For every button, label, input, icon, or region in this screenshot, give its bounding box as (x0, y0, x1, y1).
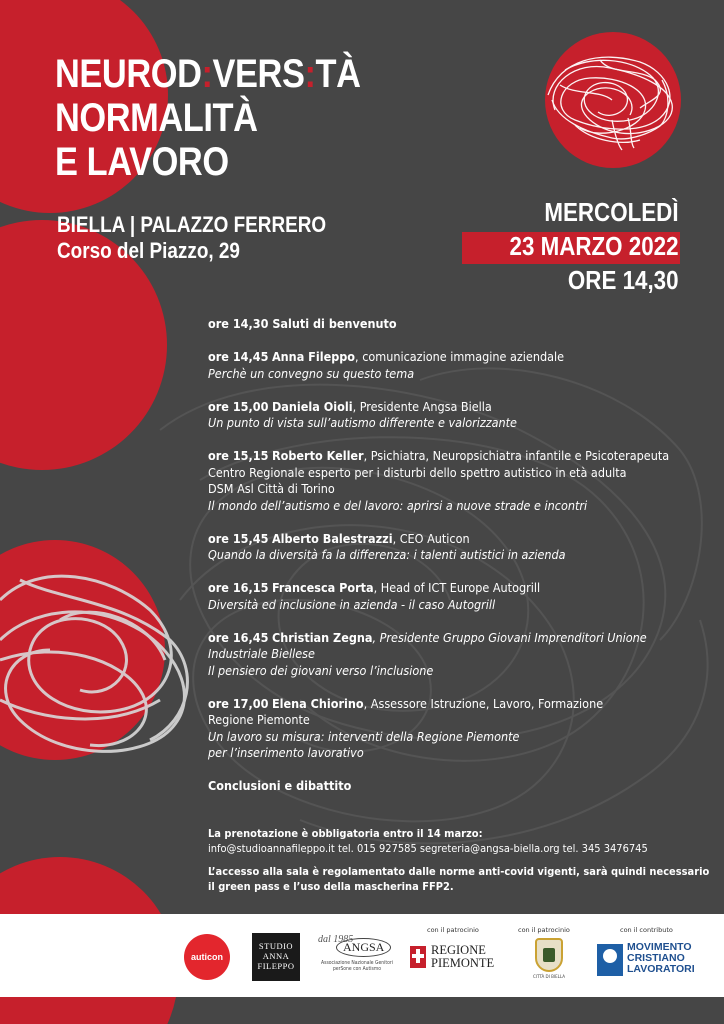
item-speaker: Christian Zegna (271, 629, 373, 645)
title-line-2: NORMALITÀ (55, 96, 258, 140)
event-title (55, 52, 410, 184)
regione-text: PIEMONTE (431, 956, 495, 970)
item-time: ore 15,00 (208, 398, 269, 414)
venue (57, 212, 370, 264)
item-time: ore 17,00 (208, 695, 269, 711)
item-talk: Un lavoro su misura: interventi della Regione Piemonte (208, 728, 520, 744)
program (208, 316, 688, 811)
item-time: ore 14,45 (208, 349, 269, 364)
booking-info (208, 826, 710, 894)
item-talk: Diversità ed inclusione in azienda - il caso Autogrill (208, 596, 496, 612)
piemonte-shield-icon (410, 946, 426, 968)
program-item (208, 580, 688, 613)
biella-crest-icon (535, 938, 563, 972)
program-item (208, 448, 688, 514)
caption-patrocinio-biella: con il patrocinio (518, 926, 570, 934)
item-talk: Il pensiero dei giovani verso l’inclusione (208, 662, 434, 678)
mcl-text: LAVORATORI (627, 963, 695, 975)
item-speaker: Francesca Porta (271, 580, 374, 595)
covid-notice-line-1: L’accesso alla sala è regolamentato dalle norme anti-covid vigenti, sarà quindi necessario (208, 865, 710, 878)
program-item (208, 630, 688, 680)
venue-address: Corso del Piazzo, 29 (57, 238, 240, 263)
item-role: , Psichiatra, Neuropsichiatra infantile e Psicoterapeuta (363, 448, 670, 463)
angsa-script: dal 1985 (318, 934, 354, 945)
studio-logo-line: STUDIO (258, 941, 294, 951)
title-line-3: E LAVORO (55, 140, 229, 184)
auticon-logo (184, 934, 230, 980)
angsa-logo-text: ANGSA (336, 938, 391, 957)
angsa-description: Associazione Nazionale Genitori perSone con Autismo (321, 960, 393, 972)
booking-notice: La prenotazione è obbligatoria entro il 14 marzo: (208, 827, 483, 840)
event-date (482, 195, 679, 297)
item-role: , Assessore Istruzione, Lavoro, Formazione (363, 695, 604, 711)
date-time: ORE 14,30 (568, 265, 679, 295)
date-day: 23 MARZO 2022 (509, 231, 679, 261)
program-item (208, 531, 688, 564)
program-item (208, 696, 688, 762)
item-talk: Un punto di vista sull’autismo differente e valorizzante (208, 415, 517, 430)
mcl-text: MOVIMENTO (627, 941, 692, 953)
mcl-emblem-icon (597, 944, 623, 976)
item-role: , Head of ICT Europe Autogrill (373, 580, 541, 595)
contact-line[interactable]: info@studioannafileppo.it tel. 015 927585 segreteria@angsa-biella.org tel. 345 3476745 (208, 842, 648, 855)
item-time: ore 16,45 (208, 629, 269, 645)
item-title: Saluti di benvenuto (272, 316, 397, 331)
program-item (208, 399, 688, 432)
title-line-1: NEUROD:VERS:TÀ (55, 52, 361, 96)
item-role: , CEO Auticon (392, 530, 470, 546)
covid-notice-line-2: il green pass e l’uso della mascherina FFP2. (208, 880, 454, 893)
item-speaker: Roberto Keller (271, 448, 364, 463)
item-speaker: Alberto Balestrazzi (271, 530, 393, 546)
program-item (208, 349, 688, 382)
item-title: Conclusioni e dibattito (208, 778, 352, 793)
item-role: Regione Piemonte (208, 712, 310, 727)
date-weekday: MERCOLEDÌ (544, 197, 679, 227)
item-talk: Perchè un convegno su questo tema (208, 365, 415, 381)
program-item (208, 778, 688, 795)
sponsor-bar (0, 914, 724, 997)
item-speaker: Anna Fileppo (271, 349, 356, 364)
venue-city: BIELLA | PALAZZO FERRERO (57, 212, 327, 237)
item-speaker: Elena Chiorino (271, 695, 364, 711)
studio-logo-line: ANNA (262, 951, 290, 961)
item-role: Industriale Biellese (208, 646, 315, 661)
caption-patrocinio-regione: con il patrocinio (427, 926, 479, 934)
red-circle-brain (545, 32, 681, 168)
angsa-logo (318, 934, 396, 982)
regione-text: REGIONE (431, 943, 486, 957)
item-time: ore 14,30 (208, 316, 269, 331)
auticon-logo-text: auticon (190, 952, 223, 962)
item-talk: per l’inserimento lavorativo (208, 745, 364, 760)
item-role: , comunicazione immagine aziendale (355, 349, 565, 364)
citta-di-biella-logo (527, 938, 571, 984)
mcl-text: CRISTIANO (627, 952, 685, 964)
item-role: , Presidente Angsa Biella (352, 398, 492, 414)
item-talk: Quando la diversità fa la differenza: i talenti autistici in azienda (208, 547, 566, 562)
item-role: Centro Regionale esperto per i disturbi dello spettro autistico in età adulta (208, 464, 627, 480)
studio-logo-line: FILEPPO (257, 961, 295, 971)
mcl-logo (597, 942, 707, 980)
program-item (208, 316, 688, 333)
item-time: ore 15,45 (208, 530, 269, 546)
item-time: ore 15,15 (208, 448, 269, 463)
item-time: ore 16,15 (208, 580, 269, 595)
studio-anna-fileppo-logo (252, 933, 300, 981)
caption-contributo: con il contributo (620, 926, 673, 934)
item-talk: Il mondo dell’autismo e del lavoro: aprirsi a nuove strade e incontri (208, 497, 588, 513)
item-role: DSM Asl Città di Torino (208, 481, 335, 496)
regione-piemonte-logo (410, 944, 498, 978)
item-speaker: Daniela Oioli (271, 398, 353, 414)
item-role: , Presidente Gruppo Giovani Imprenditori Unione (372, 629, 647, 645)
biella-text: CITTÀ DI BIELLA (532, 975, 566, 980)
